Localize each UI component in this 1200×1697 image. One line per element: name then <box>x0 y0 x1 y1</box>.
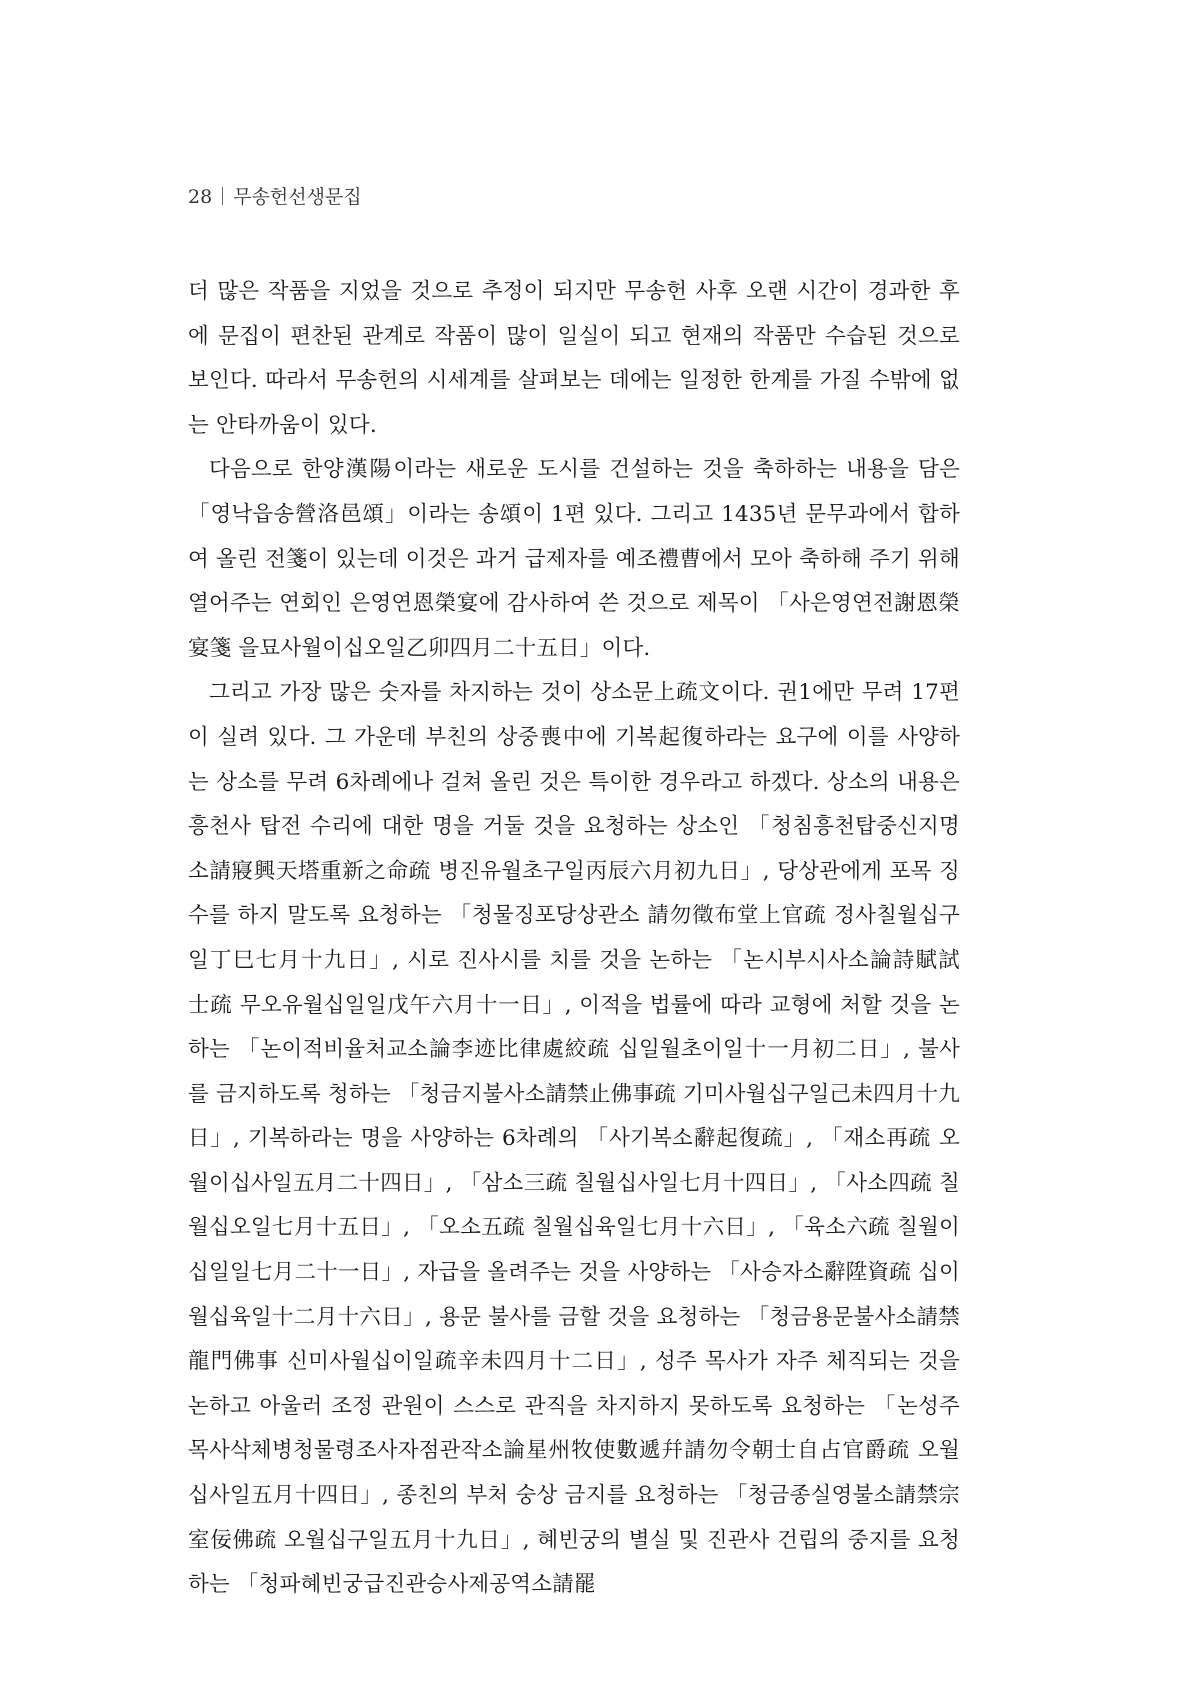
page-number: 28 <box>188 186 213 208</box>
paragraph-2: 다음으로 한양漢陽이라는 새로운 도시를 건설하는 것을 축하하는 내용을 담은 「영낙읍송營洛邑頌」이라는 송頌이 1편 있다. 그리고 1435년 문무과에서 합하여 올린 전箋이 있는데 이것은 과거 급제자를 예조禮曹에서 모아 축하해 주기 위해 열어주는 연회인 은영연恩榮宴에 감사하여 쓴 것으로 제목이 「사은영연전謝恩榮宴箋 을묘사월이십오일乙卯四月二十五日」이다. <box>188 457 960 661</box>
paragraph-3: 그리고 가장 많은 숫자를 차지하는 것이 상소문上疏文이다. 권1에만 무려 17편이 실려 있다. 그 가운데 부친의 상중喪中에 기복起復하라는 요구에 이를 사양하는 상소를 무려 6차례에나 걸쳐 올린 것은 특이한 경우라고 하겠다. 상소의 내용은 흥천사 탑전 수리에 대한 명을 거둘 것을 요청하는 상소인 「청침흥천탑중신지명소請寢興天塔重新之命疏 병진유월초구일丙辰六月初九日」, 당상관에게 포목 징수를 하지 말도록 요청하는 「청물징포당상관소 請勿徵布堂上官疏 정사칠월십구일丁巳七月十九日」, 시로 진사시를 치를 것을 논하는 「논시부시사소論詩賦試士疏 무오유월십일일戊午六月十一日」, 이적을 법률에 따라 교형에 처할 것을 논하는 「논이적비율처교소論李迹比律處絞疏 십일월초이일十一月初二日」, 불사를 금지하도록 청하는 「청금지불사소請禁止佛事疏 기미사월십구일己未四月十九日」, 기복하라는 명을 사양하는 6차례의 「사기복소辭起復疏」, 「재소再疏 오월이십사일五月二十四日」, 「삼소三疏 칠월십사일七月十四日」, 「사소四疏 칠월십오일七月十五日」, 「오소五疏 칠월십육일七月十六日」, 「육소六疏 칠월이십일일七月二十一日」, 자급을 올려주는 것을 사양하는 「사승자소辭陞資疏 십이월십육일十二月十六日」, 용문 불사를 금할 것을 요청하는 「청금용문불사소請禁龍門佛事 신미사월십이일疏辛未四月十二日」, 성주 목사가 자주 체직되는 것을 논하고 아울러 조정 관원이 스스로 관직을 차지하지 못하도록 요청하는 「논성주목사삭체병청물령조사자점관작소論星州牧使數遞幷請勿令朝士自占官爵疏 오월십사일五月十四日」, 종친의 부처 숭상 금지를 요청하는 「청금종실영불소請禁宗室佞佛疏 오월십구일五月十九日」, 혜빈궁의 별실 및 진관사 건립의 중지를 요청하는 「청파혜빈궁급진관승사제공역소請罷 <box>188 680 960 1598</box>
paragraph-1: 더 많은 작품을 지었을 것으로 추정이 되지만 무송헌 사후 오랜 시간이 경과한 후에 문집이 편찬된 관계로 작품이 많이 일실이 되고 현재의 작품만 수습된 것으로 보인다. 따라서 무송헌의 시세계를 살펴보는 데에는 일정한 한계를 가질 수밖에 없는 안타까움이 있다. <box>188 279 960 438</box>
header-divider <box>222 187 223 205</box>
main-text <box>188 270 960 1608</box>
running-header <box>188 182 362 209</box>
book-title: 무송헌선생문집 <box>233 186 362 208</box>
